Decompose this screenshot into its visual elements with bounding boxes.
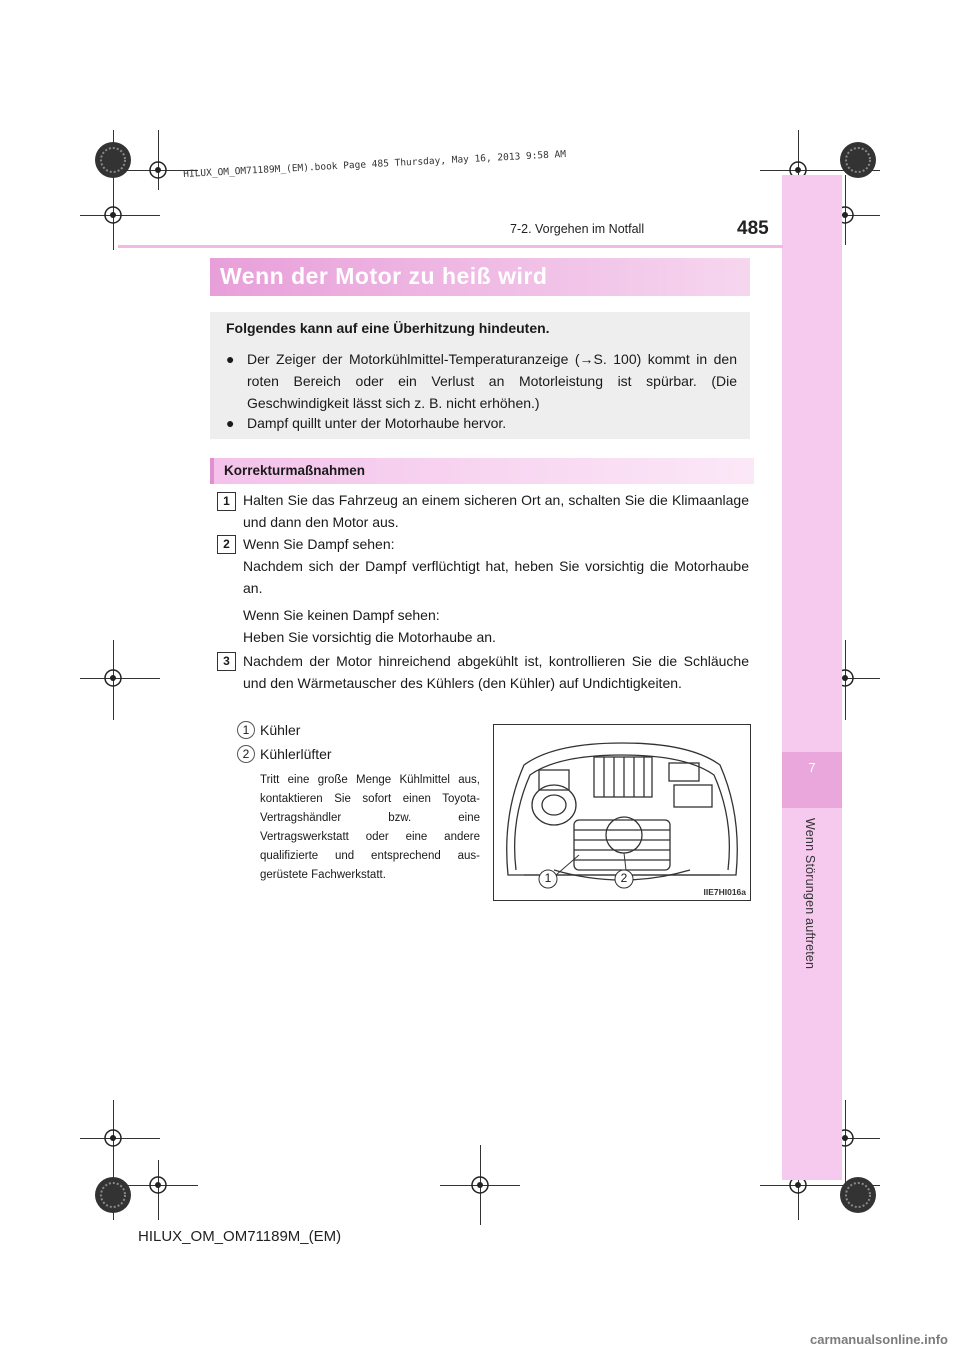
figure-callout-1: 1 [544, 871, 552, 885]
title-bar [210, 258, 750, 296]
bullet-icon: ● [226, 351, 235, 367]
note-text: Tritt eine große Menge Kühlmittel aus, kontaktieren Sie sofort einen Toyota-Vertragshändler bzw. eine Vertragswerkstatt oder eine andere qualifizierte und entsprechend ausgerüstete Fachwerkstatt. [260, 774, 480, 881]
step-number-box: 2 [217, 535, 236, 554]
chapter-number: 7 [808, 760, 816, 775]
step-number-box: 3 [217, 652, 236, 671]
section-label: 7-2. Vorgehen im Notfall [510, 222, 645, 236]
info-bullet-text: Dampf quillt unter der Motorhaube hervor. [247, 415, 507, 431]
callout-number: 1 [237, 721, 255, 739]
watermark: carmanualsonline.info [810, 1332, 948, 1347]
step-text: Halten Sie das Fahrzeug an einem sicheren Ort an, schalten Sie die Klimaanlage und dann den Motor aus. [243, 492, 749, 530]
info-title: Folgendes kann auf eine Überhitzung hindeuten. [226, 320, 550, 336]
step-text: Wenn Sie Dampf sehen: [243, 536, 395, 552]
figure-code: IIE7HI016a [703, 887, 746, 897]
step-text: Wenn Sie keinen Dampf sehen: [243, 607, 440, 623]
step-text: Nachdem der Motor hinreichend abgekühlt ist, kontrollieren Sie die Schläuche und den Wärmetauscher des Kühlers (den Kühler) auf Undichtigkeiten. [243, 653, 749, 691]
header-rule [118, 245, 783, 248]
chapter-side-tab [782, 175, 842, 1180]
figure-callout-2: 2 [620, 871, 628, 885]
chapter-title: Wenn Störungen auftreten [803, 818, 817, 970]
engine-figure [493, 724, 751, 901]
page-title: Wenn der Motor zu heiß wird [220, 263, 548, 289]
book-stamp: HILUX_OM_OM71189M_(EM).book Page 485 Thursday, May 16, 2013 9:58 AM [183, 148, 567, 180]
subsection-title: Korrekturmaßnahmen [224, 463, 366, 478]
footer-code: HILUX_OM_OM71189M_(EM) [138, 1228, 342, 1245]
bullet-icon: ● [226, 415, 235, 431]
step-text: Heben Sie vorsichtig die Motorhaube an. [243, 629, 496, 645]
step-number-box: 1 [217, 492, 236, 511]
callout-number: 2 [237, 745, 255, 763]
step-text: Nachdem sich der Dampf verflüchtigt hat, heben Sie vorsichtig die Motorhaube an. [243, 558, 749, 596]
item-label: Kühler [260, 722, 301, 738]
page-number: 485 [737, 218, 769, 239]
subsection-bar [210, 458, 754, 484]
item-label: Kühlerlüfter [260, 746, 332, 762]
info-box [210, 312, 750, 439]
info-bullet-text: Der Zeiger der Motorkühlmittel-Temperaturanzeige (→S. 100) kommt in den roten Bereich oder ein Verlust an Motorleistung ist spürbar. (Die Geschwindigkeit lässt sich z. B. nicht erhöhen.) [247, 351, 737, 411]
